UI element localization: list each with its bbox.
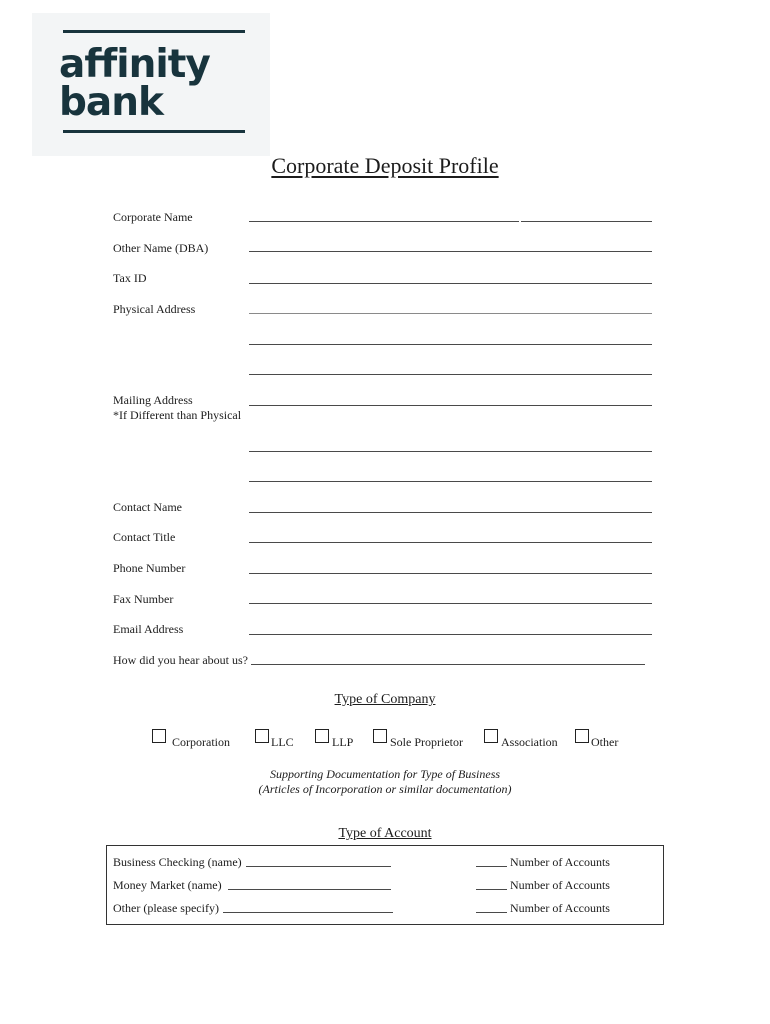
other-checkbox[interactable] <box>575 729 589 743</box>
llc-label: LLC <box>271 735 294 749</box>
corporate-name-field-extra[interactable] <box>521 221 652 222</box>
email-address-field[interactable] <box>249 634 652 635</box>
corporation-checkbox[interactable] <box>152 729 166 743</box>
document-title: Corporate Deposit Profile <box>271 153 499 178</box>
corporate-name-label: Corporate Name <box>113 210 193 224</box>
contact-title-field[interactable] <box>249 542 652 543</box>
corporate-name-field[interactable] <box>249 221 519 222</box>
affinity-bank-logo <box>32 13 270 156</box>
business-checking-label: Business Checking (name) <box>113 855 242 869</box>
mailing-address-field-2[interactable] <box>249 451 652 452</box>
logo-top-rule <box>63 30 245 33</box>
other-account-name-field[interactable] <box>223 912 393 913</box>
money-market-name-field[interactable] <box>228 889 391 890</box>
other-name-label: Other Name (DBA) <box>113 241 209 255</box>
phone-number-label: Phone Number <box>113 561 186 575</box>
money-market-label: Money Market (name) <box>113 878 222 892</box>
business-checking-name-field[interactable] <box>246 866 391 867</box>
association-checkbox[interactable] <box>484 729 498 743</box>
other-label: Other <box>591 735 619 749</box>
contact-name-label: Contact Name <box>113 500 182 514</box>
mailing-address-field-1[interactable] <box>249 405 652 406</box>
physical-address-field-1[interactable] <box>249 313 652 314</box>
llp-label: LLP <box>332 735 354 749</box>
other-account-label: Other (please specify) <box>113 901 219 915</box>
llc-checkbox[interactable] <box>255 729 269 743</box>
physical-address-field-2[interactable] <box>249 344 652 345</box>
money-market-count-field[interactable] <box>476 889 507 890</box>
account-type-title: Type of Account <box>338 826 432 841</box>
money-market-count-label: Number of Accounts <box>510 878 610 892</box>
physical-address-field-3[interactable] <box>249 374 652 375</box>
logo-word-bank: bank <box>59 80 163 125</box>
other-account-count-label: Number of Accounts <box>510 901 610 915</box>
logo-bottom-rule <box>63 130 245 133</box>
physical-address-label: Physical Address <box>113 302 196 316</box>
mailing-address-note: *If Different than Physical <box>113 408 242 422</box>
corporation-label: Corporation <box>172 735 230 749</box>
association-label: Association <box>501 735 558 749</box>
heard-about-label: How did you hear about us? <box>113 653 248 667</box>
sole-proprietor-checkbox[interactable] <box>373 729 387 743</box>
tax-id-label: Tax ID <box>113 271 147 285</box>
heard-about-field[interactable] <box>251 664 645 665</box>
mailing-address-label: Mailing Address <box>113 393 193 407</box>
logo-word-affinity: affinity <box>59 42 210 87</box>
supporting-docs-example: (Articles of Incorporation or similar documentation) <box>258 782 512 796</box>
phone-number-field[interactable] <box>249 573 652 574</box>
business-checking-count-label: Number of Accounts <box>510 855 610 869</box>
company-type-title: Type of Company <box>334 692 436 707</box>
contact-name-field[interactable] <box>249 512 652 513</box>
fax-number-field[interactable] <box>249 603 652 604</box>
business-checking-count-field[interactable] <box>476 866 507 867</box>
sole-proprietor-label: Sole Proprietor <box>390 735 463 749</box>
supporting-docs-note: Supporting Documentation for Type of Business <box>269 767 501 781</box>
other-account-count-field[interactable] <box>476 912 507 913</box>
other-name-field[interactable] <box>249 251 652 252</box>
llp-checkbox[interactable] <box>315 729 329 743</box>
tax-id-field[interactable] <box>249 283 652 284</box>
fax-number-label: Fax Number <box>113 592 174 606</box>
mailing-address-field-3[interactable] <box>249 481 652 482</box>
contact-title-label: Contact Title <box>113 530 176 544</box>
email-address-label: Email Address <box>113 622 184 636</box>
